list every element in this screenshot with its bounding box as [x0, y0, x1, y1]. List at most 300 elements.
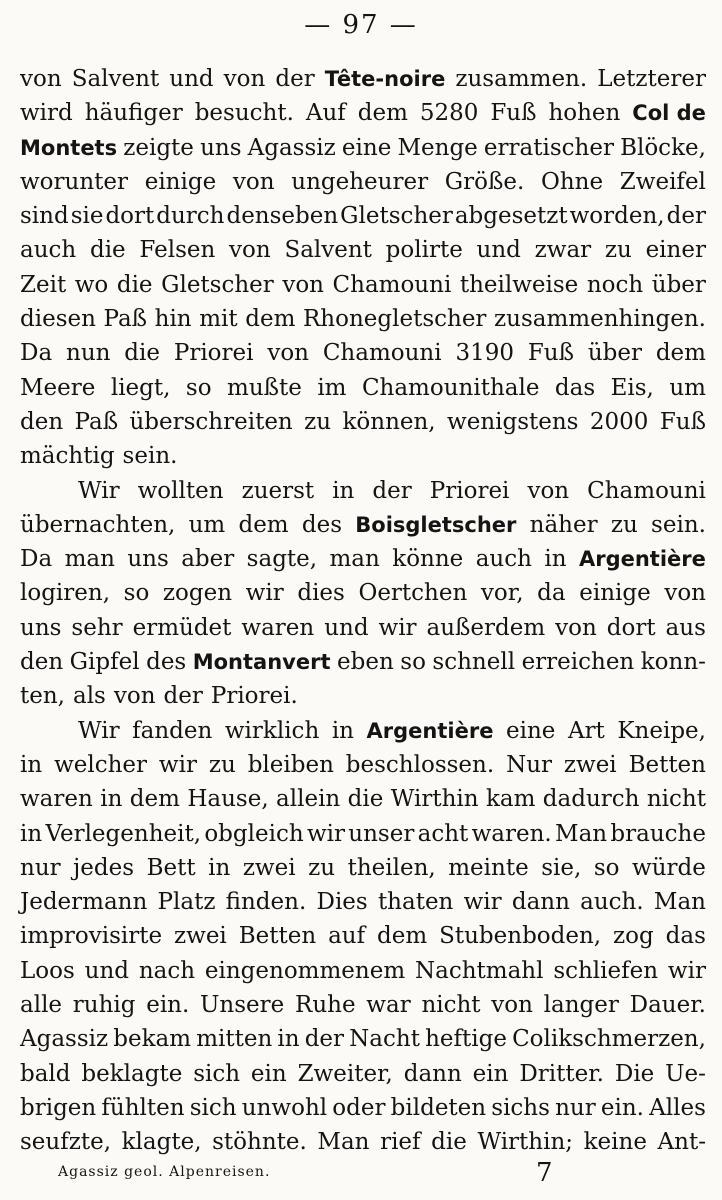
word: von [229, 237, 271, 264]
word: worunter [20, 168, 129, 195]
word: der [275, 66, 315, 92]
word: Tête-noire [324, 67, 446, 91]
word: sichs [491, 1094, 550, 1121]
word: hohen [548, 100, 621, 127]
word: dem [238, 511, 289, 538]
word: übernachten, [20, 511, 176, 538]
word: Fuß [490, 100, 537, 127]
word: kam [485, 786, 536, 813]
word: nur [20, 854, 61, 881]
text-line [20, 542, 706, 576]
word: Betten [628, 751, 706, 778]
word: können, [342, 408, 436, 435]
word: wo [74, 271, 109, 298]
word: Wir [78, 717, 120, 744]
word: ruhig [72, 992, 136, 1019]
word: bekam [113, 1026, 192, 1053]
word: 5280 [419, 100, 479, 127]
word: sehr [71, 614, 123, 641]
word: Bett [146, 854, 196, 881]
word: zeigte [123, 134, 194, 161]
word: Ohne [541, 168, 604, 195]
word: eine [506, 717, 556, 744]
word: zu [208, 751, 236, 778]
word: von [282, 271, 324, 298]
word: dort [606, 614, 656, 641]
word: wir [378, 614, 417, 641]
word: dem [377, 923, 428, 950]
word: acht [417, 820, 469, 847]
word: fanden [132, 717, 213, 744]
word: dem [245, 306, 296, 333]
text-line [20, 611, 706, 645]
word: Man [317, 1129, 370, 1156]
word: auf [328, 923, 366, 950]
word: so [123, 580, 150, 607]
word: in [100, 786, 123, 813]
text-line [20, 988, 706, 1022]
word: Priorei [173, 340, 254, 367]
word: die [116, 271, 153, 298]
word: als [72, 683, 106, 710]
word: alle [20, 992, 63, 1019]
word: das [665, 923, 706, 950]
word: Montanvert [192, 650, 331, 675]
word: näher [529, 511, 598, 538]
word: von [113, 683, 156, 710]
word: seufzte, [20, 1129, 112, 1156]
text-line [20, 919, 706, 953]
word: erreichen [521, 649, 635, 676]
word: unser [348, 820, 415, 847]
word: würde [632, 854, 706, 881]
word: sind [20, 203, 69, 230]
word: mitten [196, 1026, 273, 1053]
word: so [400, 649, 426, 676]
word: Nur [506, 751, 552, 778]
text-line [20, 336, 706, 370]
word: einige [579, 580, 651, 607]
word: und [84, 957, 129, 984]
word: Colikschmerzen, [512, 1026, 706, 1053]
text-line [20, 302, 706, 336]
word: noch [586, 271, 644, 298]
word: Priorei [429, 477, 510, 504]
word: 3190 [455, 340, 514, 367]
word: Größe. [444, 168, 525, 195]
word: man [64, 546, 115, 573]
word: besucht. [194, 100, 294, 127]
word: abgesetzt [454, 203, 568, 230]
text-line [20, 817, 706, 851]
word: Chamouni [322, 340, 442, 367]
word: dann [511, 889, 570, 916]
word: meinte [448, 854, 529, 881]
word: die [347, 786, 384, 813]
text-line [20, 233, 706, 267]
word: Dritter. [519, 1060, 604, 1087]
text-line [20, 679, 706, 713]
word: Betten [238, 923, 317, 950]
word: Dies [316, 889, 368, 916]
word: auch [20, 237, 77, 264]
word: dadurch [542, 786, 640, 813]
word: die [431, 1129, 467, 1156]
word: eingenommenem [204, 957, 406, 984]
word: Wirthin; [477, 1129, 574, 1156]
word: Man [653, 889, 706, 916]
body-text [20, 62, 706, 1160]
word: Fuß [527, 340, 574, 367]
word: brauche [610, 820, 706, 847]
word: uns [127, 546, 169, 573]
word: sagte, [246, 546, 318, 573]
word: hin [154, 306, 192, 333]
word: Unsere [200, 992, 285, 1019]
word: Ant- [657, 1129, 706, 1156]
word: ten, [20, 683, 65, 710]
word: Jedermann [20, 889, 148, 916]
word: die [89, 237, 126, 264]
word: von [491, 992, 533, 1019]
word: Ue- [665, 1060, 706, 1087]
word: wir [463, 889, 502, 916]
word: wollten [137, 477, 224, 504]
word: in [332, 477, 355, 504]
word: heftige [425, 1026, 507, 1053]
word: Paß [103, 306, 148, 333]
word: beklagte [81, 1060, 183, 1087]
word: von [664, 580, 706, 607]
word: 2000 [589, 408, 649, 435]
word: zuerst [241, 477, 315, 504]
word: schliefen [553, 957, 659, 984]
text-line [20, 851, 706, 885]
word: könne [392, 546, 464, 573]
word: vor, [480, 580, 524, 607]
word: von [267, 340, 309, 367]
word: das [554, 374, 596, 401]
word: Nacht [349, 1026, 420, 1053]
word: in [208, 854, 231, 881]
word: uns [200, 134, 242, 161]
word: klagte, [121, 1129, 202, 1156]
text-line [20, 885, 706, 919]
word: fühlten [101, 1094, 185, 1121]
word: liegt, [110, 374, 171, 401]
text-line [20, 62, 706, 96]
word: Chamouni [587, 477, 706, 504]
word: Zweifel [619, 168, 706, 195]
word: stöhnte. [212, 1129, 307, 1156]
word: der [163, 683, 203, 710]
word: Wir [78, 477, 120, 504]
word: denseben [226, 203, 339, 230]
word: Argentière [366, 718, 494, 743]
word: Art [567, 717, 605, 744]
text-line [20, 1091, 706, 1125]
word: dem [655, 340, 706, 367]
word: einige [144, 168, 217, 195]
word: sich [189, 1094, 237, 1121]
word: ein [472, 1060, 509, 1087]
text-line [20, 96, 706, 130]
text-line [20, 714, 706, 748]
word: um [669, 374, 706, 401]
word: uns [20, 614, 62, 641]
word: von [527, 477, 570, 504]
text-line [20, 1057, 706, 1091]
word: unwohl [241, 1094, 328, 1121]
word: polirte [385, 237, 463, 264]
word: zwei [174, 923, 227, 950]
word: waren [20, 786, 93, 813]
word: Col de [632, 101, 706, 126]
text-line [20, 645, 706, 679]
word: erratischer [483, 134, 614, 161]
word: theilen, [347, 854, 436, 881]
word: von [555, 614, 597, 641]
word: nach [138, 957, 196, 984]
word: von [20, 66, 62, 92]
word: in [331, 717, 354, 744]
text-line [20, 371, 706, 405]
word: worden, [569, 203, 665, 230]
word: über [651, 271, 706, 298]
word: Gletscher [161, 271, 274, 298]
word: zu [610, 511, 638, 538]
text-line [20, 576, 706, 610]
word: beschlossen. [345, 751, 495, 778]
word: mußte [227, 374, 302, 401]
word: Loos [20, 957, 75, 984]
word: welcher [54, 751, 148, 778]
word: zusammenhingen. [494, 306, 706, 333]
word: wird [20, 100, 73, 127]
word: improvisirte [20, 923, 163, 950]
word: wir [667, 957, 706, 984]
word: ein. [146, 992, 190, 1019]
word: Zeit [20, 271, 67, 298]
word: finden. [225, 889, 307, 916]
word: Oertchen [358, 580, 468, 607]
word: und [169, 66, 214, 92]
word: auch. [580, 889, 644, 916]
word: waren [241, 614, 315, 641]
signature-mark: Agassiz geol. Alpenreisen. [58, 1164, 271, 1180]
word: über [587, 340, 642, 367]
word: Die [614, 1060, 655, 1087]
word: Blöcke, [620, 134, 706, 161]
word: überschreiten [129, 408, 293, 435]
word: wenigstens [447, 408, 579, 435]
word: Chamounithale [361, 374, 540, 401]
word: bald [20, 1060, 71, 1087]
word: konn- [640, 649, 706, 676]
word: man [329, 546, 380, 573]
word: Da [20, 546, 53, 573]
word: außerdem [426, 614, 546, 641]
word: schnell [432, 649, 516, 676]
word: langer [543, 992, 619, 1019]
word: Hause, [187, 786, 269, 813]
word: theilweise [459, 271, 579, 298]
word: des [146, 649, 187, 676]
word: Auf [305, 100, 346, 127]
word: Agassiz [20, 1026, 109, 1053]
word: zwar [534, 237, 592, 264]
text-line [20, 405, 706, 439]
word: zog [613, 923, 654, 950]
word: wirklich [224, 717, 320, 744]
word: da [537, 580, 566, 607]
word: Platz [157, 889, 216, 916]
word: waren. [471, 820, 552, 847]
word: rief [380, 1129, 421, 1156]
word: allein [276, 786, 341, 813]
word: Eis, [610, 374, 654, 401]
word: Menge [397, 134, 478, 161]
word: so [593, 854, 620, 881]
word: eben [337, 649, 394, 676]
word: zogen [162, 580, 233, 607]
word: Zweiter, [297, 1060, 393, 1087]
word: Letzterer [597, 66, 706, 92]
word: Alles [649, 1094, 706, 1121]
word: der [372, 477, 412, 504]
text-line [20, 782, 706, 816]
word: keine [583, 1129, 647, 1156]
word: in [20, 820, 43, 847]
word: dort [105, 203, 155, 230]
word: Dauer. [629, 992, 706, 1019]
word: in [20, 751, 43, 778]
word: diesen [20, 306, 96, 333]
word: der [666, 203, 706, 230]
word: aber [181, 546, 235, 573]
word: Man [555, 820, 608, 847]
word: oder [332, 1094, 386, 1121]
page-footer [58, 1158, 678, 1192]
word: zu [604, 237, 632, 264]
word: häufiger [84, 100, 183, 127]
word: sie [70, 203, 104, 230]
word: Salvent [71, 66, 160, 92]
word: Da [20, 340, 53, 367]
word: wir [306, 820, 345, 847]
text-line [20, 474, 706, 508]
word: Gletscher [340, 203, 453, 230]
word: ungeheurer [291, 168, 429, 195]
word: im [317, 374, 347, 401]
word: Fuß [659, 408, 706, 435]
text-line [20, 439, 706, 473]
text-line [20, 1022, 706, 1056]
text-line [20, 1125, 706, 1159]
word: sie, [541, 854, 582, 881]
word: brigen [20, 1094, 97, 1121]
word: logiren, [20, 580, 111, 607]
word: aus [665, 614, 706, 641]
word: von [232, 168, 275, 195]
word: Rhonegletscher [302, 306, 487, 333]
word: Montets [20, 135, 118, 160]
word: Nachtmahl [415, 957, 544, 984]
word: Meere [20, 374, 96, 401]
word: Chamouni [332, 271, 452, 298]
word: auch [475, 546, 532, 573]
word: obgleich [204, 820, 304, 847]
word: ein [250, 1060, 287, 1087]
word: ein. [600, 1094, 644, 1121]
word: eine [341, 134, 392, 161]
word: des [301, 511, 343, 538]
word: durch [156, 203, 225, 230]
word: Ruhe [295, 992, 356, 1019]
word: Stubenboden, [439, 923, 602, 950]
word: dem [357, 100, 408, 127]
word: Wirthin [390, 786, 479, 813]
word: Kneipe, [617, 717, 706, 744]
word: war [366, 992, 411, 1019]
word: wir [245, 580, 284, 607]
text-line [20, 165, 706, 199]
word: sein. [122, 443, 178, 470]
word: der [304, 1026, 345, 1053]
word: Paß [74, 408, 119, 435]
word: den [20, 649, 64, 676]
word: in [277, 1026, 300, 1053]
word: nicht [646, 786, 706, 813]
word: sich [193, 1060, 241, 1087]
word: zu [308, 854, 336, 881]
word: dann [403, 1060, 462, 1087]
word: von [223, 66, 266, 92]
word: Boisgletscher [355, 512, 517, 537]
word: und [324, 614, 369, 641]
word: sein. [651, 511, 706, 538]
word: ermüdet [132, 614, 232, 641]
text-line [20, 268, 706, 302]
sheet-number: 7 [536, 1158, 553, 1188]
word: Agassiz [247, 134, 336, 161]
word: thaten [377, 889, 454, 916]
word: wir [158, 751, 197, 778]
word: Salvent [284, 237, 372, 264]
word: dem [129, 786, 180, 813]
word: und [476, 237, 521, 264]
word: bildeten [390, 1094, 487, 1121]
word: Priorei. [210, 683, 298, 710]
word: Gipfel [69, 649, 140, 676]
text-line [20, 748, 706, 782]
word: so [185, 374, 212, 401]
word: zwei [242, 854, 296, 881]
word: nun [66, 340, 111, 367]
word: bleiben [247, 751, 334, 778]
word: einer [645, 237, 706, 264]
word: nur [555, 1094, 596, 1121]
text-line [20, 131, 706, 165]
word: mächtig [20, 443, 115, 470]
text-line [20, 508, 706, 542]
page-number: — 97 — [304, 10, 418, 40]
word: den [20, 408, 64, 435]
word: Verlegenheit, [45, 820, 202, 847]
word: die [124, 340, 160, 367]
word: jedes [73, 854, 135, 881]
word: dies [297, 580, 345, 607]
